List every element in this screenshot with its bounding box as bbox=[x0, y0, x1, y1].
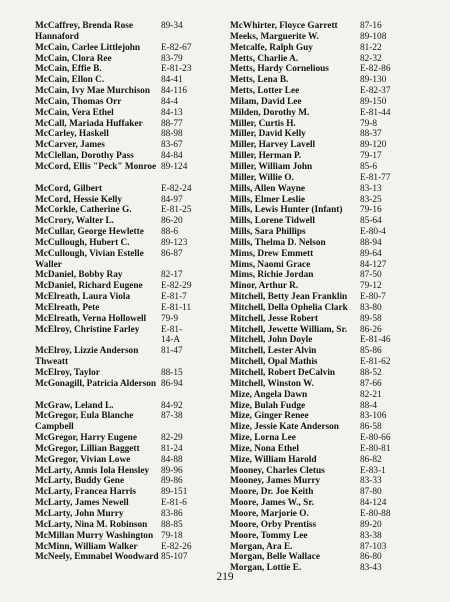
entry-reference: E-83-1 bbox=[360, 465, 386, 476]
index-entry bbox=[35, 433, 235, 444]
entry-name: McElroy, Christine Farley bbox=[35, 324, 140, 335]
entry-reference: E-82-24 bbox=[161, 183, 192, 194]
entry-reference: 83-25 bbox=[360, 194, 382, 205]
entry-reference: 89-123 bbox=[161, 237, 188, 248]
index-entry bbox=[230, 151, 430, 162]
entry-reference: E-81-14-A bbox=[161, 324, 183, 346]
index-entry bbox=[230, 184, 430, 195]
entry-reference: 89-86 bbox=[161, 476, 183, 487]
entry-name: McCaffrey, Brenda Rose Hannaford bbox=[35, 21, 134, 42]
index-entry bbox=[230, 346, 430, 357]
entry-name: Mitchell, Opal Mathis bbox=[230, 357, 318, 368]
index-entry bbox=[230, 357, 430, 368]
entry-name: McElreath, Laura Viola bbox=[35, 292, 131, 303]
entry-reference: E-80-81 bbox=[360, 443, 391, 454]
entry-name: McElroy, Lizzie Anderson Thweatt bbox=[35, 346, 139, 368]
entry-name: McNeely, Emmabel Woodward bbox=[35, 552, 159, 563]
entry-name: Mooney, James Murry bbox=[230, 476, 321, 487]
index-entry bbox=[35, 509, 235, 520]
entry-name: McElreath, Pete bbox=[35, 302, 100, 313]
index-entry bbox=[230, 314, 430, 325]
index-entry bbox=[35, 466, 235, 477]
entry-reference: 83-79 bbox=[161, 53, 183, 64]
entry-reference: E-82-86 bbox=[360, 64, 391, 75]
entry-name: McCord, Hessie Kelly bbox=[35, 194, 123, 205]
index-entry bbox=[230, 140, 430, 151]
right-column bbox=[230, 21, 430, 574]
entry-name: Mize, Nona Ethel bbox=[230, 443, 299, 454]
entry-name: Mills, Lorene Tidwell bbox=[230, 216, 315, 227]
entry-reference: 87-38 bbox=[161, 411, 183, 422]
entry-name: Milam, David Lee bbox=[230, 96, 302, 107]
entry-reference: 89-130 bbox=[360, 75, 387, 86]
index-entry bbox=[230, 411, 430, 422]
entry-name: Miller, William John bbox=[230, 161, 313, 172]
entry-reference: 84-97 bbox=[161, 194, 183, 205]
entry-reference: E-81-77 bbox=[360, 172, 391, 183]
entry-reference: E-81-25 bbox=[161, 205, 192, 216]
index-entry bbox=[230, 260, 430, 271]
entry-reference: E-81-62 bbox=[360, 357, 391, 368]
entry-reference: 88-85 bbox=[161, 519, 183, 530]
index-entry bbox=[35, 346, 235, 368]
entry-name: McCain, Carlee Littlejohn bbox=[35, 42, 141, 53]
entry-name: McLarty, Buddy Gene bbox=[35, 476, 125, 487]
entry-reference: 89-150 bbox=[360, 96, 387, 107]
entry-name: McLarty, Francea Harris bbox=[35, 487, 136, 498]
entry-name: Miller, Herman P. bbox=[230, 151, 302, 162]
entry-name: Mitchell, Robert DeCalvin bbox=[230, 368, 336, 378]
entry-name: Moore, Orby Prentiss bbox=[230, 519, 317, 530]
entry-name: Moore, Marjorie O. bbox=[230, 508, 309, 519]
entry-name: Mills, Allen Wayne bbox=[230, 183, 305, 194]
entry-reference: 89-20 bbox=[360, 519, 382, 530]
index-entry bbox=[230, 444, 430, 455]
entry-reference: 87-103 bbox=[360, 541, 387, 552]
index-entry bbox=[35, 401, 235, 412]
entry-reference: E-81-46 bbox=[360, 335, 391, 346]
entry-reference: 79-12 bbox=[360, 281, 382, 292]
entry-reference: E-81-11 bbox=[161, 302, 192, 313]
entry-reference: 83-13 bbox=[360, 183, 382, 194]
index-entry bbox=[35, 531, 235, 542]
index-entry bbox=[230, 54, 430, 65]
index-entry bbox=[230, 195, 430, 206]
index-entry bbox=[35, 75, 235, 86]
entry-name: Metts, Hardy Cornelious bbox=[230, 64, 329, 75]
entry-name: McLarty, Annis Iola Hensley bbox=[35, 465, 150, 476]
entry-reference: 79-16 bbox=[360, 205, 382, 216]
entry-name: Meeks, Marguerite W. bbox=[230, 31, 319, 42]
entry-reference: E-82-67 bbox=[161, 42, 192, 53]
entry-name: McCord, Gilbert bbox=[35, 183, 103, 194]
entry-name: McCullar, George Hewlette bbox=[35, 227, 144, 238]
index-entry bbox=[230, 509, 430, 520]
entry-reference: 83-38 bbox=[360, 530, 382, 541]
entry-reference: 84-4 bbox=[161, 96, 179, 107]
entry-name: Miller, Curtis H. bbox=[230, 118, 296, 129]
entry-name: McCain, Effie B. bbox=[35, 64, 102, 75]
entry-reference: 86-58 bbox=[360, 422, 382, 433]
entry-reference: 88-6 bbox=[161, 227, 179, 238]
entry-name: Mitchell, Jewette William, Sr. bbox=[230, 324, 348, 335]
entry-name: Mims, Richie Jordan bbox=[230, 270, 314, 281]
index-entry bbox=[35, 520, 235, 531]
index-entry bbox=[35, 498, 235, 509]
entry-name: McMillan Murry Washington bbox=[35, 530, 154, 541]
index-entry bbox=[230, 542, 430, 553]
index-entry bbox=[230, 476, 430, 487]
entry-reference: 89-34 bbox=[161, 21, 183, 31]
entry-name: McCall, Mariada Huffaker bbox=[35, 118, 143, 129]
entry-name: McWhirter, Floyce Garrett bbox=[230, 21, 338, 31]
entry-reference: 89-58 bbox=[360, 313, 382, 324]
index-entry bbox=[35, 129, 235, 140]
index-entry bbox=[35, 162, 235, 184]
index-entry bbox=[230, 162, 430, 173]
entry-name: McCain, Thomas Orr bbox=[35, 96, 122, 107]
index-entry bbox=[230, 379, 430, 390]
index-entry bbox=[230, 119, 430, 130]
entry-reference: 85-6 bbox=[360, 161, 378, 172]
entry-name: McMinn, William Walker bbox=[35, 541, 138, 552]
index-entry bbox=[35, 542, 235, 553]
entry-name: McGonagill, Patricia Alderson bbox=[35, 378, 157, 389]
entry-name: McElroy, Taylor bbox=[35, 368, 100, 378]
index-entry bbox=[230, 64, 430, 75]
entry-name: Minor, Arthur R. bbox=[230, 281, 299, 292]
entry-name: Miller, David Kelly bbox=[230, 129, 306, 140]
entry-reference: 84-13 bbox=[161, 107, 183, 118]
index-entry bbox=[35, 455, 235, 466]
entry-reference: E-82-37 bbox=[360, 86, 391, 97]
entry-name: Mitchell, Betty Jean Franklin bbox=[230, 292, 348, 303]
index-entry bbox=[35, 151, 235, 162]
index-entry bbox=[230, 487, 430, 498]
index-entry bbox=[230, 422, 430, 433]
entry-reference: 88-15 bbox=[161, 368, 183, 378]
index-entry bbox=[230, 43, 430, 54]
entry-name: McGraw, Leland L. bbox=[35, 400, 114, 411]
entry-name: Miller, Willie O. bbox=[230, 172, 294, 183]
entry-reference: 89-151 bbox=[161, 487, 188, 498]
entry-reference: 85-64 bbox=[360, 216, 382, 227]
index-entry bbox=[230, 75, 430, 86]
entry-reference: E-82-26 bbox=[161, 541, 192, 552]
index-entry bbox=[230, 173, 430, 184]
entry-name: McElreath, Verna Hollowell bbox=[35, 313, 147, 324]
entry-name: McLarty, Nina M. Robinson bbox=[35, 519, 148, 530]
index-entry bbox=[230, 21, 430, 32]
entry-name: Moore, Dr. Joe Keith bbox=[230, 487, 314, 498]
entry-name: Mitchell, Della Ophelia Clark bbox=[230, 302, 348, 313]
entry-reference: E-81-7 bbox=[161, 292, 187, 303]
page-number: 219 bbox=[216, 571, 234, 583]
entry-reference: 82-29 bbox=[161, 433, 183, 444]
entry-reference: 85-107 bbox=[161, 552, 188, 563]
entry-name: Mooney, Charles Cletus bbox=[230, 465, 325, 476]
index-entry bbox=[35, 238, 235, 249]
index-entry bbox=[35, 54, 235, 65]
index-entry bbox=[230, 108, 430, 119]
index-entry bbox=[230, 498, 430, 509]
index-entry bbox=[230, 129, 430, 140]
entry-name: McCarver, James bbox=[35, 140, 105, 151]
entry-reference: 88-37 bbox=[360, 129, 382, 140]
entry-name: McCain, Clora Ree bbox=[35, 53, 112, 64]
entry-reference: 83-86 bbox=[161, 508, 183, 519]
index-entry bbox=[35, 411, 235, 433]
index-entry bbox=[35, 216, 235, 227]
entry-reference: 83-80 bbox=[360, 302, 382, 313]
index-entry bbox=[35, 205, 235, 216]
index-entry bbox=[230, 303, 430, 314]
entry-name: McDaniel, Richard Eugene bbox=[35, 281, 143, 292]
index-entry bbox=[35, 184, 235, 195]
entry-name: Mims, Drew Emmett bbox=[230, 248, 314, 259]
index-entry bbox=[230, 205, 430, 216]
entry-reference: 83-33 bbox=[360, 476, 382, 487]
entry-reference: 79-18 bbox=[161, 530, 183, 541]
index-entry bbox=[35, 97, 235, 108]
index-entry bbox=[35, 325, 235, 347]
index-entry bbox=[35, 270, 235, 281]
entry-name: McClellan, Dorothy Pass bbox=[35, 151, 134, 162]
entry-name: Metcalfe, Ralph Guy bbox=[230, 42, 313, 53]
index-entry bbox=[35, 249, 235, 271]
index-entry bbox=[230, 325, 430, 336]
entry-reference: 88-98 bbox=[161, 129, 183, 140]
entry-name: Moore, James W., Sr. bbox=[230, 498, 314, 509]
entry-reference: E-81-23 bbox=[161, 64, 192, 75]
entry-name: Mize, Bulah Fudge bbox=[230, 400, 306, 411]
entry-reference: 82-32 bbox=[360, 53, 382, 64]
entry-reference: 89-96 bbox=[161, 465, 183, 476]
entry-name: McGregor, Harry Eugene bbox=[35, 433, 137, 444]
index-entry bbox=[230, 249, 430, 260]
entry-name: Morgan, Lottie E. bbox=[230, 563, 302, 574]
entry-reference: E-81-44 bbox=[360, 107, 391, 118]
entry-name: Milden, Dorothy M. bbox=[230, 107, 310, 118]
entry-name: Morgan, Ara E. bbox=[230, 541, 293, 552]
index-entry bbox=[230, 97, 430, 108]
entry-name: McGregor, Eula Blanche Campbell bbox=[35, 411, 134, 433]
entry-reference: E-80-7 bbox=[360, 292, 386, 303]
entry-name: Miller, Harvey Lavell bbox=[230, 140, 316, 151]
entry-reference: 86-87 bbox=[161, 248, 183, 259]
index-entry bbox=[230, 227, 430, 238]
entry-name: McGregor, Vivian Lowe bbox=[35, 454, 131, 465]
index-entry bbox=[35, 314, 235, 325]
index-entry bbox=[35, 119, 235, 130]
entry-name: Mitchell, John Doyle bbox=[230, 335, 313, 346]
entry-name: Metts, Lena B. bbox=[230, 75, 289, 86]
entry-reference: 89-120 bbox=[360, 140, 387, 151]
entry-name: Mize, Angela Dawn bbox=[230, 389, 308, 400]
entry-reference: 87-80 bbox=[360, 487, 382, 498]
entry-name: McCain, Ivy Mae Murchison bbox=[35, 86, 150, 97]
entry-reference: 87-50 bbox=[360, 270, 382, 281]
entry-reference: 89-108 bbox=[360, 31, 387, 42]
index-entry bbox=[35, 195, 235, 206]
index-entry bbox=[35, 43, 235, 54]
index-entry bbox=[35, 21, 235, 43]
entry-reference: 86-80 bbox=[360, 552, 382, 563]
entry-reference: E-80-66 bbox=[360, 433, 391, 444]
entry-name: McCullough, Hubert C. bbox=[35, 237, 130, 248]
entry-name: Mitchell, Jesse Robert bbox=[230, 313, 319, 324]
entry-name: McCarley, Haskell bbox=[35, 129, 109, 140]
entry-name: Mills, Sara Phillips bbox=[230, 227, 306, 238]
entry-name: McCorkle, Catherine G. bbox=[35, 205, 132, 216]
entry-reference: 82-17 bbox=[161, 270, 183, 281]
index-entry bbox=[35, 368, 235, 379]
index-entry bbox=[35, 444, 235, 455]
entry-name: Morgan, Belle Wallace bbox=[230, 552, 320, 563]
entry-name: Mitchell, Winston W. bbox=[230, 378, 314, 389]
index-entry bbox=[230, 335, 430, 346]
index-entry bbox=[35, 303, 235, 314]
index-entry bbox=[230, 368, 430, 379]
entry-name: McLarty, James Newell bbox=[35, 498, 129, 509]
entry-name: Moore, Tommy Lee bbox=[230, 530, 308, 541]
entry-name: Mize, Ginger Renee bbox=[230, 411, 309, 422]
entry-reference: 81-24 bbox=[161, 443, 183, 454]
index-entry bbox=[35, 281, 235, 292]
index-entry bbox=[35, 227, 235, 238]
entry-reference: 87-16 bbox=[360, 21, 382, 31]
entry-name: McCain, Ellon C. bbox=[35, 75, 105, 86]
index-entry bbox=[230, 455, 430, 466]
index-entry bbox=[35, 476, 235, 487]
entry-name: McCain, Vera Ethel bbox=[35, 107, 114, 118]
entry-reference: 87-66 bbox=[360, 378, 382, 389]
entry-name: Mims, Naomi Grace bbox=[230, 259, 311, 270]
index-entry bbox=[230, 433, 430, 444]
entry-reference: 79-17 bbox=[360, 151, 382, 162]
entry-reference: 79-8 bbox=[360, 118, 378, 129]
entry-name: McDaniel, Bobby Ray bbox=[35, 270, 123, 281]
entry-reference: 88-77 bbox=[161, 118, 183, 129]
entry-name: Metts, Lotter Lee bbox=[230, 86, 300, 97]
entry-name: Mitchell, Lester Alvin bbox=[230, 346, 317, 357]
entry-reference: E-80-4 bbox=[360, 227, 386, 238]
index-entry bbox=[35, 379, 235, 401]
entry-reference: 83-43 bbox=[360, 563, 382, 574]
entry-name: McGregor, Lillian Baggett bbox=[35, 443, 140, 454]
entry-reference: 84-41 bbox=[161, 75, 183, 86]
index-entry bbox=[230, 390, 430, 401]
index-entry bbox=[230, 531, 430, 542]
entry-reference: 82-21 bbox=[360, 389, 382, 400]
entry-name: Metts, Charlie A. bbox=[230, 53, 299, 64]
entry-reference: 89-64 bbox=[360, 248, 382, 259]
entry-reference: 86-94 bbox=[161, 378, 183, 389]
index-entry bbox=[35, 140, 235, 151]
entry-name: Mize, Jessie Kate Anderson bbox=[230, 422, 339, 433]
index-entry bbox=[35, 64, 235, 75]
entry-reference: 84-124 bbox=[360, 498, 387, 509]
entry-reference: 86-26 bbox=[360, 324, 382, 335]
index-entry bbox=[230, 270, 430, 281]
index-entry bbox=[230, 216, 430, 227]
entry-name: Mize, William Harold bbox=[230, 454, 317, 465]
index-entry bbox=[230, 281, 430, 292]
index-entry bbox=[35, 487, 235, 498]
entry-reference: E-80-88 bbox=[360, 508, 391, 519]
entry-reference: 84-116 bbox=[161, 86, 187, 97]
entry-name: Mills, Elmer Leslie bbox=[230, 194, 305, 205]
index-entry bbox=[230, 552, 430, 563]
index-entry bbox=[230, 32, 430, 43]
entry-reference: 81-47 bbox=[161, 346, 183, 357]
index-entry bbox=[230, 292, 430, 303]
entry-reference: 89-124 bbox=[161, 161, 188, 172]
entry-reference: E-81-6 bbox=[161, 498, 187, 509]
entry-reference: 86-82 bbox=[360, 454, 382, 465]
entry-reference: 84-127 bbox=[360, 259, 387, 270]
index-entry bbox=[35, 108, 235, 119]
left-column bbox=[35, 21, 235, 574]
entry-reference: 86-20 bbox=[161, 216, 183, 227]
entry-name: McLarty, John Murry bbox=[35, 508, 124, 519]
entry-reference: 81-22 bbox=[360, 42, 382, 53]
index-entry bbox=[230, 520, 430, 531]
entry-name: Mills, Thelma D. Nelson bbox=[230, 237, 326, 248]
entry-name: Mills, Lewis Hunter (Infant) bbox=[230, 205, 343, 216]
entry-reference: 88-94 bbox=[360, 237, 382, 248]
index-entry bbox=[35, 292, 235, 303]
entry-reference: 79-9 bbox=[161, 313, 179, 324]
entry-reference: 83-67 bbox=[161, 140, 183, 151]
index-entry bbox=[230, 86, 430, 97]
index-entry bbox=[230, 401, 430, 412]
entry-reference: E-82-29 bbox=[161, 281, 192, 292]
entry-reference: 84-84 bbox=[161, 151, 183, 162]
entry-reference: 88-4 bbox=[360, 400, 378, 411]
index-entry bbox=[35, 86, 235, 97]
entry-name: McCullough, Vivian Estelle Waller bbox=[35, 248, 144, 270]
index-entry bbox=[230, 466, 430, 477]
entry-reference: 84-88 bbox=[161, 454, 183, 465]
entry-name: McCord, Ellis "Peck" Monroe bbox=[35, 161, 157, 172]
entry-reference: 84-92 bbox=[161, 400, 183, 411]
entry-name: McCrory, Walter L. bbox=[35, 216, 115, 227]
entry-name: Mize, Lorna Lee bbox=[230, 433, 296, 444]
entry-reference: 85-86 bbox=[360, 346, 382, 357]
entry-reference: 83-106 bbox=[360, 411, 387, 422]
index-entry bbox=[230, 238, 430, 249]
entry-reference: 88-52 bbox=[360, 368, 382, 378]
